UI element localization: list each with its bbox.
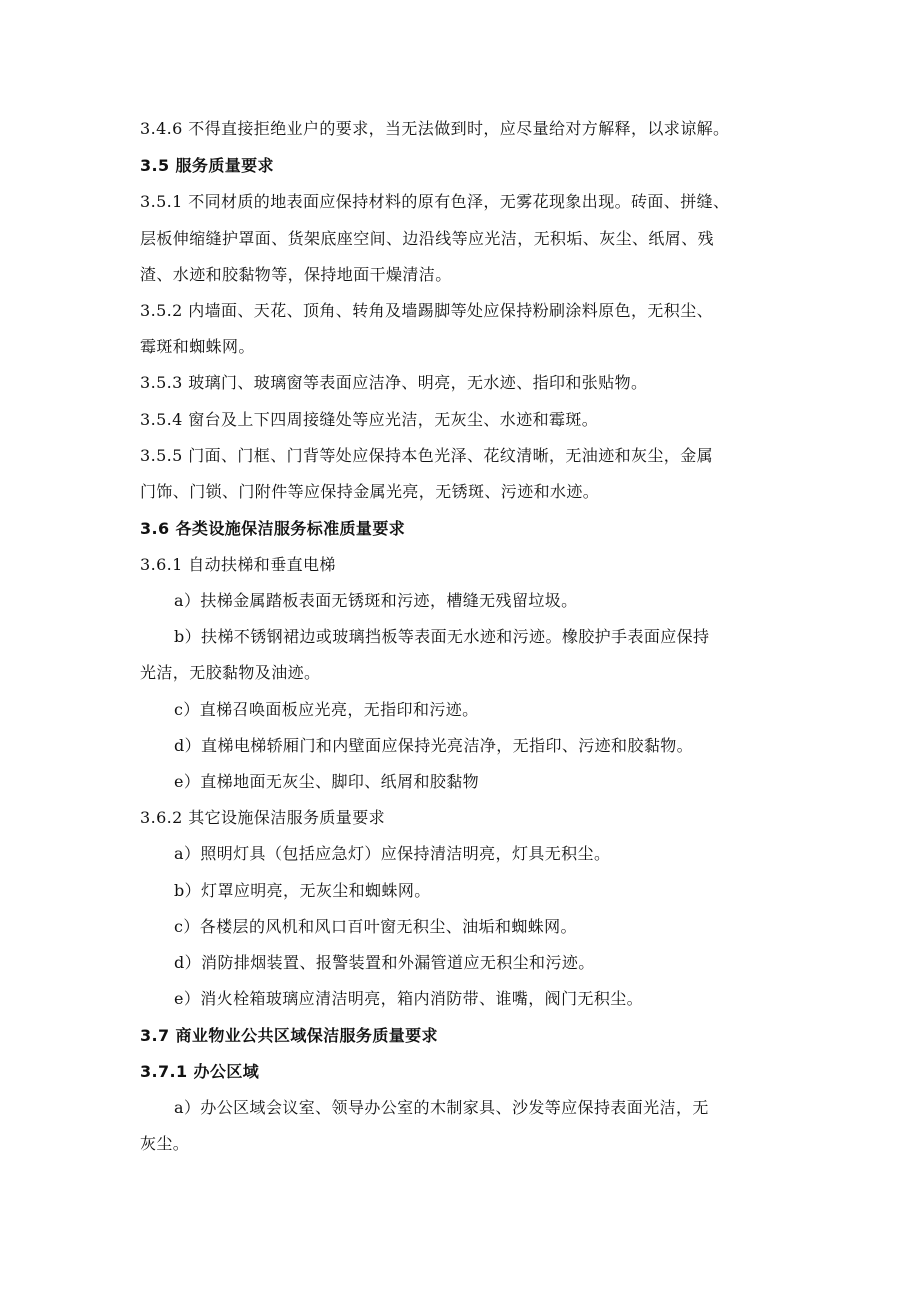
paragraph-3-5-2-line-2: 霉斑和蜘蛛网。 <box>140 337 255 356</box>
paragraph-3-4-6: 3.4.6 不得直接拒绝业户的要求，当无法做到时，应尽量给对方解释，以求谅解。 <box>140 119 730 138</box>
heading-3-6-1: 3.6.1 自动扶梯和垂直电梯 <box>140 555 336 574</box>
list-item-3-6-2-c: c）各楼层的风机和风口百叶窗无积尘、油垢和蜘蛛网。 <box>174 917 577 936</box>
list-item-3-7-1-a-line-1: a）办公区域会议室、领导办公室的木制家具、沙发等应保持表面光洁，无 <box>174 1098 709 1117</box>
list-item-3-6-2-b: b）灯罩应明亮，无灰尘和蜘蛛网。 <box>174 881 431 900</box>
list-item-3-6-1-e: e）直梯地面无灰尘、脚印、纸屑和胶黏物 <box>174 772 480 791</box>
list-item-3-6-1-b-line-1: b）扶梯不锈钢裙边或玻璃挡板等表面无水迹和污迹。橡胶护手表面应保持 <box>174 627 710 646</box>
list-item-3-6-2-a: a）照明灯具（包括应急灯）应保持清洁明亮，灯具无积尘。 <box>174 844 611 863</box>
heading-3-7: 3.7 商业物业公共区域保洁服务质量要求 <box>140 1026 438 1045</box>
paragraph-3-5-1-line-1: 3.5.1 不同材质的地表面应保持材料的原有色泽，无雾花现象出现。砖面、拼缝、 <box>140 192 730 211</box>
paragraph-3-5-1-line-2: 层板伸缩缝护罩面、货架底座空间、边沿线等应光洁，无积垢、灰尘、纸屑、残 <box>140 229 715 248</box>
list-item-3-6-2-e: e）消火栓箱玻璃应清洁明亮，箱内消防带、谁嘴，阀门无积尘。 <box>174 989 644 1008</box>
paragraph-3-5-5-line-2: 门饰、门锁、门附件等应保持金属光亮，无锈斑、污迹和水迹。 <box>140 482 600 501</box>
list-item-3-6-2-d: d）消防排烟装置、报警装置和外漏管道应无积尘和污迹。 <box>174 953 595 972</box>
paragraph-3-5-5-line-1: 3.5.5 门面、门框、门背等处应保持本色光泽、花纹清晰，无油迹和灰尘，金属 <box>140 446 713 465</box>
heading-3-6-2: 3.6.2 其它设施保洁服务质量要求 <box>140 808 385 827</box>
paragraph-3-5-2-line-1: 3.5.2 内墙面、天花、顶角、转角及墙踢脚等处应保持粉刷涂料原色，无积尘、 <box>140 301 713 320</box>
list-item-3-6-1-c: c）直梯召唤面板应光亮，无指印和污迹。 <box>174 700 479 719</box>
list-item-3-6-1-a: a）扶梯金属踏板表面无锈斑和污迹，槽缝无残留垃圾。 <box>174 591 578 610</box>
list-item-3-7-1-a-line-2: 灰尘。 <box>140 1134 190 1153</box>
list-item-3-6-1-b-line-2: 光洁，无胶黏物及油迹。 <box>140 663 321 682</box>
paragraph-3-5-3: 3.5.3 玻璃门、玻璃窗等表面应洁净、明亮，无水迹、指印和张贴物。 <box>140 373 648 392</box>
paragraph-3-5-1-line-3: 渣、水迹和胶黏物等，保持地面干燥清洁。 <box>140 265 452 284</box>
list-item-3-6-1-d: d）直梯电梯轿厢门和内壁面应保持光亮洁净，无指印、污迹和胶黏物。 <box>174 736 694 755</box>
heading-3-6: 3.6 各类设施保洁服务标准质量要求 <box>140 519 406 538</box>
paragraph-3-5-4: 3.5.4 窗台及上下四周接缝处等应光洁，无灰尘、水迹和霉斑。 <box>140 410 599 429</box>
heading-3-7-1: 3.7.1 办公区域 <box>140 1062 260 1081</box>
heading-3-5: 3.5 服务质量要求 <box>140 156 274 175</box>
